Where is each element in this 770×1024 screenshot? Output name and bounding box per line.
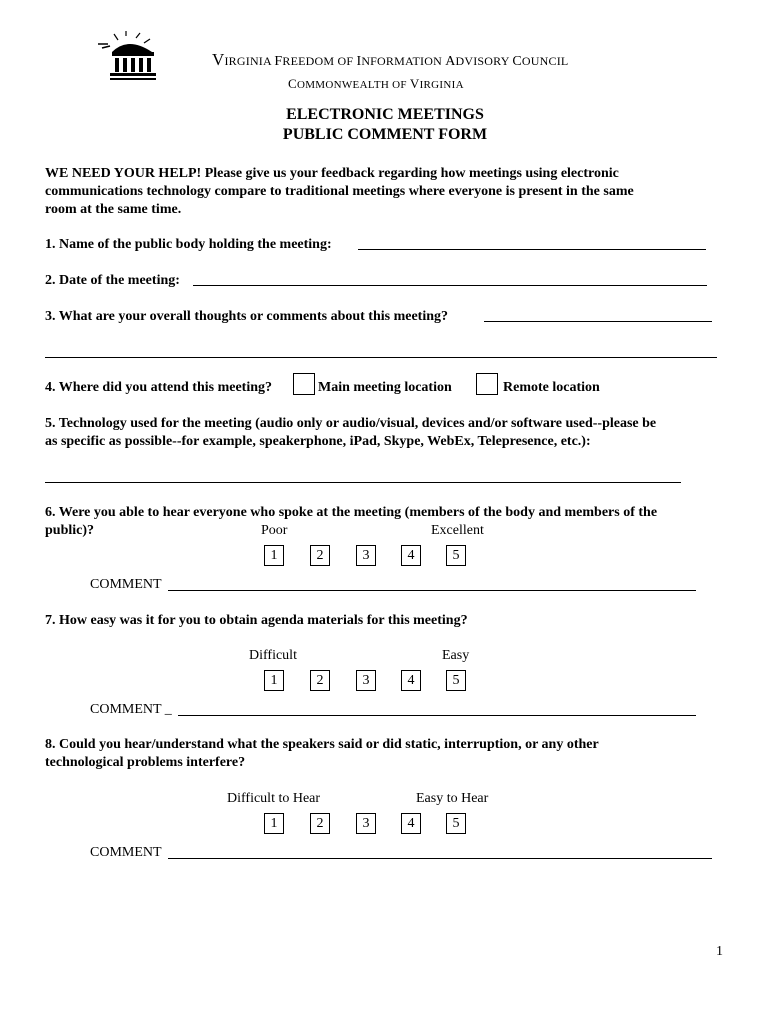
q6-label-line2: public)? (45, 523, 95, 538)
q6-rating-2[interactable]: 2 (310, 545, 330, 566)
q6-scale-high: Excellent (431, 523, 484, 538)
form-title-line1: ELECTRONIC MEETINGS (286, 106, 484, 123)
council-subtitle: COMMONWEALTH OF VIRGINIA (288, 76, 464, 91)
q6-rating-5[interactable]: 5 (446, 545, 466, 566)
remote-location-label: Remote location (503, 380, 600, 395)
q7-scale-low: Difficult (249, 648, 297, 663)
q6-rating-1[interactable]: 1 (264, 545, 284, 566)
q7-rating-2[interactable]: 2 (310, 670, 330, 691)
intro-line3: room at the same time. (45, 202, 182, 217)
q3-answer-field-2[interactable] (45, 357, 717, 358)
q4-label: 4. Where did you attend this meeting? (45, 380, 272, 395)
q7-scale-high: Easy (442, 648, 470, 663)
q8-comment-field[interactable] (168, 858, 712, 859)
q6-rating-4[interactable]: 4 (401, 545, 421, 566)
q7-rating-3[interactable]: 3 (356, 670, 376, 691)
q5-label-line1: 5. Technology used for the meeting (audio only or audio/visual, devices and/or software used--please be (45, 416, 657, 431)
q7-rating-5[interactable]: 5 (446, 670, 466, 691)
q7-label: 7. How easy was it for you to obtain agenda materials for this meeting? (45, 613, 468, 628)
main-location-label: Main meeting location (318, 380, 452, 395)
q8-rating-4[interactable]: 4 (401, 813, 421, 834)
q2-answer-field[interactable] (193, 285, 707, 286)
q5-label-line2: as specific as possible--for example, speakerphone, iPad, Skype, WebEx, Telepresence, etc.): (45, 434, 591, 449)
intro-line2: communications technology compare to traditional meetings where everyone is present in the same (45, 184, 634, 199)
q2-label: 2. Date of the meeting: (45, 273, 180, 288)
council-title: VIRGINIA FREEDOM OF INFORMATION ADVISORY COUNCIL (212, 50, 569, 69)
q6-comment-label: COMMENT (90, 577, 162, 592)
q1-answer-field[interactable] (358, 249, 706, 250)
q8-scale-low: Difficult to Hear (227, 791, 321, 806)
q8-rating-1[interactable]: 1 (264, 813, 284, 834)
remote-location-checkbox[interactable] (476, 373, 498, 395)
form-title-line2: PUBLIC COMMENT FORM (282, 126, 488, 143)
q8-comment-label: COMMENT (90, 845, 162, 860)
main-location-checkbox[interactable] (293, 373, 315, 395)
q3-label: 3. What are your overall thoughts or comments about this meeting? (45, 309, 449, 324)
capitol-logo (96, 30, 166, 84)
q7-comment-label: COMMENT _ (90, 702, 172, 717)
q7-comment-field[interactable] (178, 715, 696, 716)
q3-answer-field[interactable] (484, 321, 712, 322)
q6-comment-field[interactable] (168, 590, 696, 591)
q6-label-line1: 6. Were you able to hear everyone who spoke at the meeting (members of the body and members of the (45, 505, 658, 520)
q8-label-line2: technological problems interfere? (45, 755, 246, 770)
q8-scale-high: Easy to Hear (416, 791, 489, 806)
q6-rating-3[interactable]: 3 (356, 545, 376, 566)
q8-rating-2[interactable]: 2 (310, 813, 330, 834)
q8-label-line1: 8. Could you hear/understand what the speakers said or did static, interruption, or any other (45, 737, 599, 752)
q8-rating-5[interactable]: 5 (446, 813, 466, 834)
q7-rating-4[interactable]: 4 (401, 670, 421, 691)
q6-scale-low: Poor (261, 523, 288, 538)
q5-answer-field[interactable] (45, 482, 681, 483)
q7-rating-1[interactable]: 1 (264, 670, 284, 691)
q1-label: 1. Name of the public body holding the meeting: (45, 237, 332, 252)
intro-line1: WE NEED YOUR HELP! Please give us your feedback regarding how meetings using electronic (45, 166, 619, 181)
q8-rating-3[interactable]: 3 (356, 813, 376, 834)
page-number: 1 (716, 944, 723, 959)
